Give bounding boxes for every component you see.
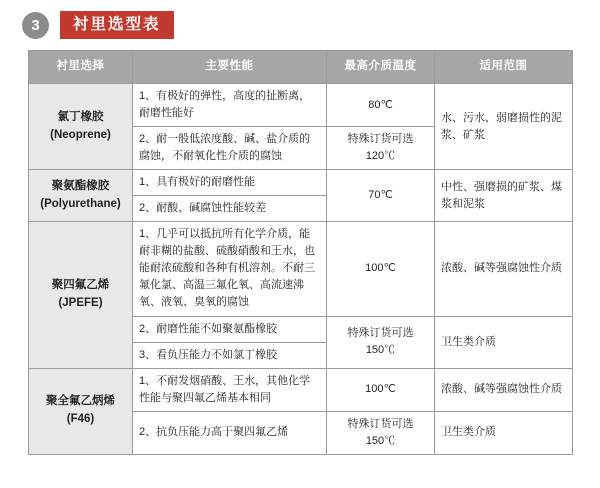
liner-cell-f46: [29, 368, 133, 454]
performance-cell: 1、具有极好的耐磨性能: [133, 170, 327, 196]
liner-name-cn: 聚氨酯橡胶: [51, 179, 110, 192]
liner-selection-table: [28, 50, 573, 455]
column-header-performance: 主要性能: [133, 51, 327, 84]
column-header-scope: 适用范围: [435, 51, 573, 84]
liner-name-cn: 氯丁橡胶: [57, 110, 104, 123]
column-header-liner: 衬里选择: [29, 51, 133, 84]
scope-cell: 水、污水、弱磨损性的泥浆、矿浆: [435, 84, 573, 170]
liner-name-en: (Polyurethane): [40, 197, 121, 210]
liner-cell-ptfe: [29, 222, 133, 368]
scope-cell: 卫生类介质: [435, 411, 573, 454]
performance-cell: 1、几乎可以抵抗所有化学介质，能耐非糊的盐酸、硫酸硝酸和王水，也能耐浓硫酸和各种有机溶剂。不耐三氟化氯、高温三氟化氧、高流速沸氧、液氧、臭氧的腐蚀: [133, 222, 327, 316]
temperature-cell: 80℃: [327, 84, 435, 127]
scope-cell: 卫生类介质: [435, 316, 573, 368]
temperature-cell: 特殊订货可选150℃: [327, 411, 435, 454]
performance-cell: 2、耐一般低浓度酸、碱、盐介质的腐蚀，不耐氧化性介质的腐蚀: [133, 127, 327, 170]
table-header: [29, 51, 573, 84]
table-row: [29, 368, 573, 411]
temperature-cell: 特殊订货可选120℃: [327, 127, 435, 170]
performance-cell: 2、抗负压能力高于聚四氟乙烯: [133, 411, 327, 454]
performance-cell: 2、耐磨性能不如聚氨酯橡胶: [133, 316, 327, 342]
liner-name-cn: 聚四氟乙烯: [51, 279, 110, 292]
page-header: [0, 0, 600, 40]
liner-cell-polyurethane: [29, 170, 133, 222]
temperature-cell: 特殊订货可选150℃: [327, 316, 435, 368]
scope-cell: 中性、强磨损的矿浆、煤浆和泥浆: [435, 170, 573, 222]
table-row: [29, 170, 573, 196]
performance-cell: 1、有极好的弹性，高度的扯断离，耐磨性能好: [133, 84, 327, 127]
scope-cell: 浓酸、碱等强腐蚀性介质: [435, 222, 573, 316]
table-body: [29, 84, 573, 455]
column-header-max-temp: 最高介质温度: [327, 51, 435, 84]
performance-cell: 3、看负压能力不如氯丁橡胶: [133, 342, 327, 368]
liner-name-en: (Neoprene): [50, 128, 111, 141]
section-number-badge: 3: [22, 12, 49, 39]
liner-name-cn: 聚全氟乙炳烯: [46, 395, 115, 408]
temperature-cell: 100℃: [327, 222, 435, 316]
temperature-cell: 100℃: [327, 368, 435, 411]
liner-cell-neoprene: [29, 84, 133, 170]
table-row: [29, 84, 573, 127]
table-row: [29, 222, 573, 316]
liner-name-en: (JPEFE): [58, 296, 103, 309]
performance-cell: 2、耐酸、碱腐蚀性能较差: [133, 196, 327, 222]
table-container: [0, 40, 600, 455]
scope-cell: 浓酸、碱等强腐蚀性介质: [435, 368, 573, 411]
performance-cell: 1、不耐发烟硝酸、王水，其他化学性能与聚四氟乙烯基本相同: [133, 368, 327, 411]
temperature-cell: 70℃: [327, 170, 435, 222]
liner-name-en: (F46): [66, 413, 95, 426]
table-header-row: [29, 51, 573, 84]
page-title: 衬里选型表: [60, 11, 174, 39]
